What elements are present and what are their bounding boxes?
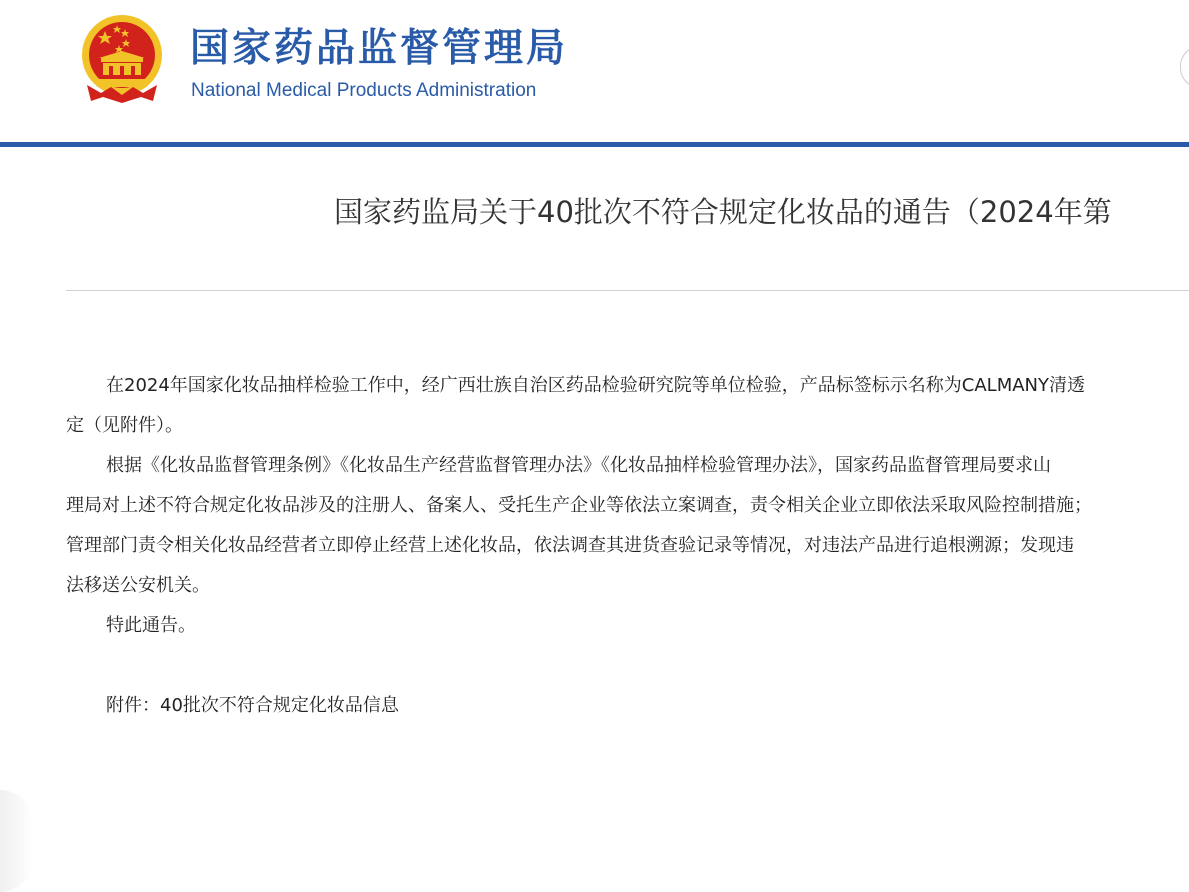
paragraph-2-line-2: 理局对上述不符合规定化妆品涉及的注册人、备案人、受托生产企业等依法立案调查，责令相关企业立即依法采取风险控制措施； [66,495,1092,516]
attachment-link[interactable]: 附件：40批次不符合规定化妆品信息 [106,695,399,716]
national-emblem-icon[interactable] [81,13,163,103]
search-button[interactable] [1180,46,1189,88]
site-title-chinese[interactable]: 国家药品监督管理局 [190,26,569,71]
title-divider [66,290,1189,291]
paragraph-2-line-1: 根据《化妆品监督管理条例》《化妆品生产经营监督管理办法》《化妆品抽样检验管理办法》，国家药品监督管理局要求山 [106,455,1051,476]
paragraph-3: 特此通告。 [106,615,196,636]
article-title: 国家药监局关于40批次不符合规定化妆品的通告（2024年第 [334,195,1112,229]
site-title-english[interactable]: National Medical Products Administration [191,80,537,101]
header-divider-bar [0,142,1189,147]
paragraph-1-line-1: 在2024年国家化妆品抽样检验工作中，经广西壮族自治区药品检验研究院等单位检验，产品标签标示名称为CALMANY清透 [106,375,1086,396]
site-header [0,0,1189,142]
paragraph-2-line-4: 法移送公安机关。 [66,575,210,596]
paragraph-1-line-2: 定（见附件）。 [66,415,183,436]
page-edge-shadow [0,790,34,892]
paragraph-2-line-3: 管理部门责令相关化妆品经营者立即停止经营上述化妆品，依法调查其进货查验记录等情况，对违法产品进行追根溯源；发现违 [66,535,1074,556]
